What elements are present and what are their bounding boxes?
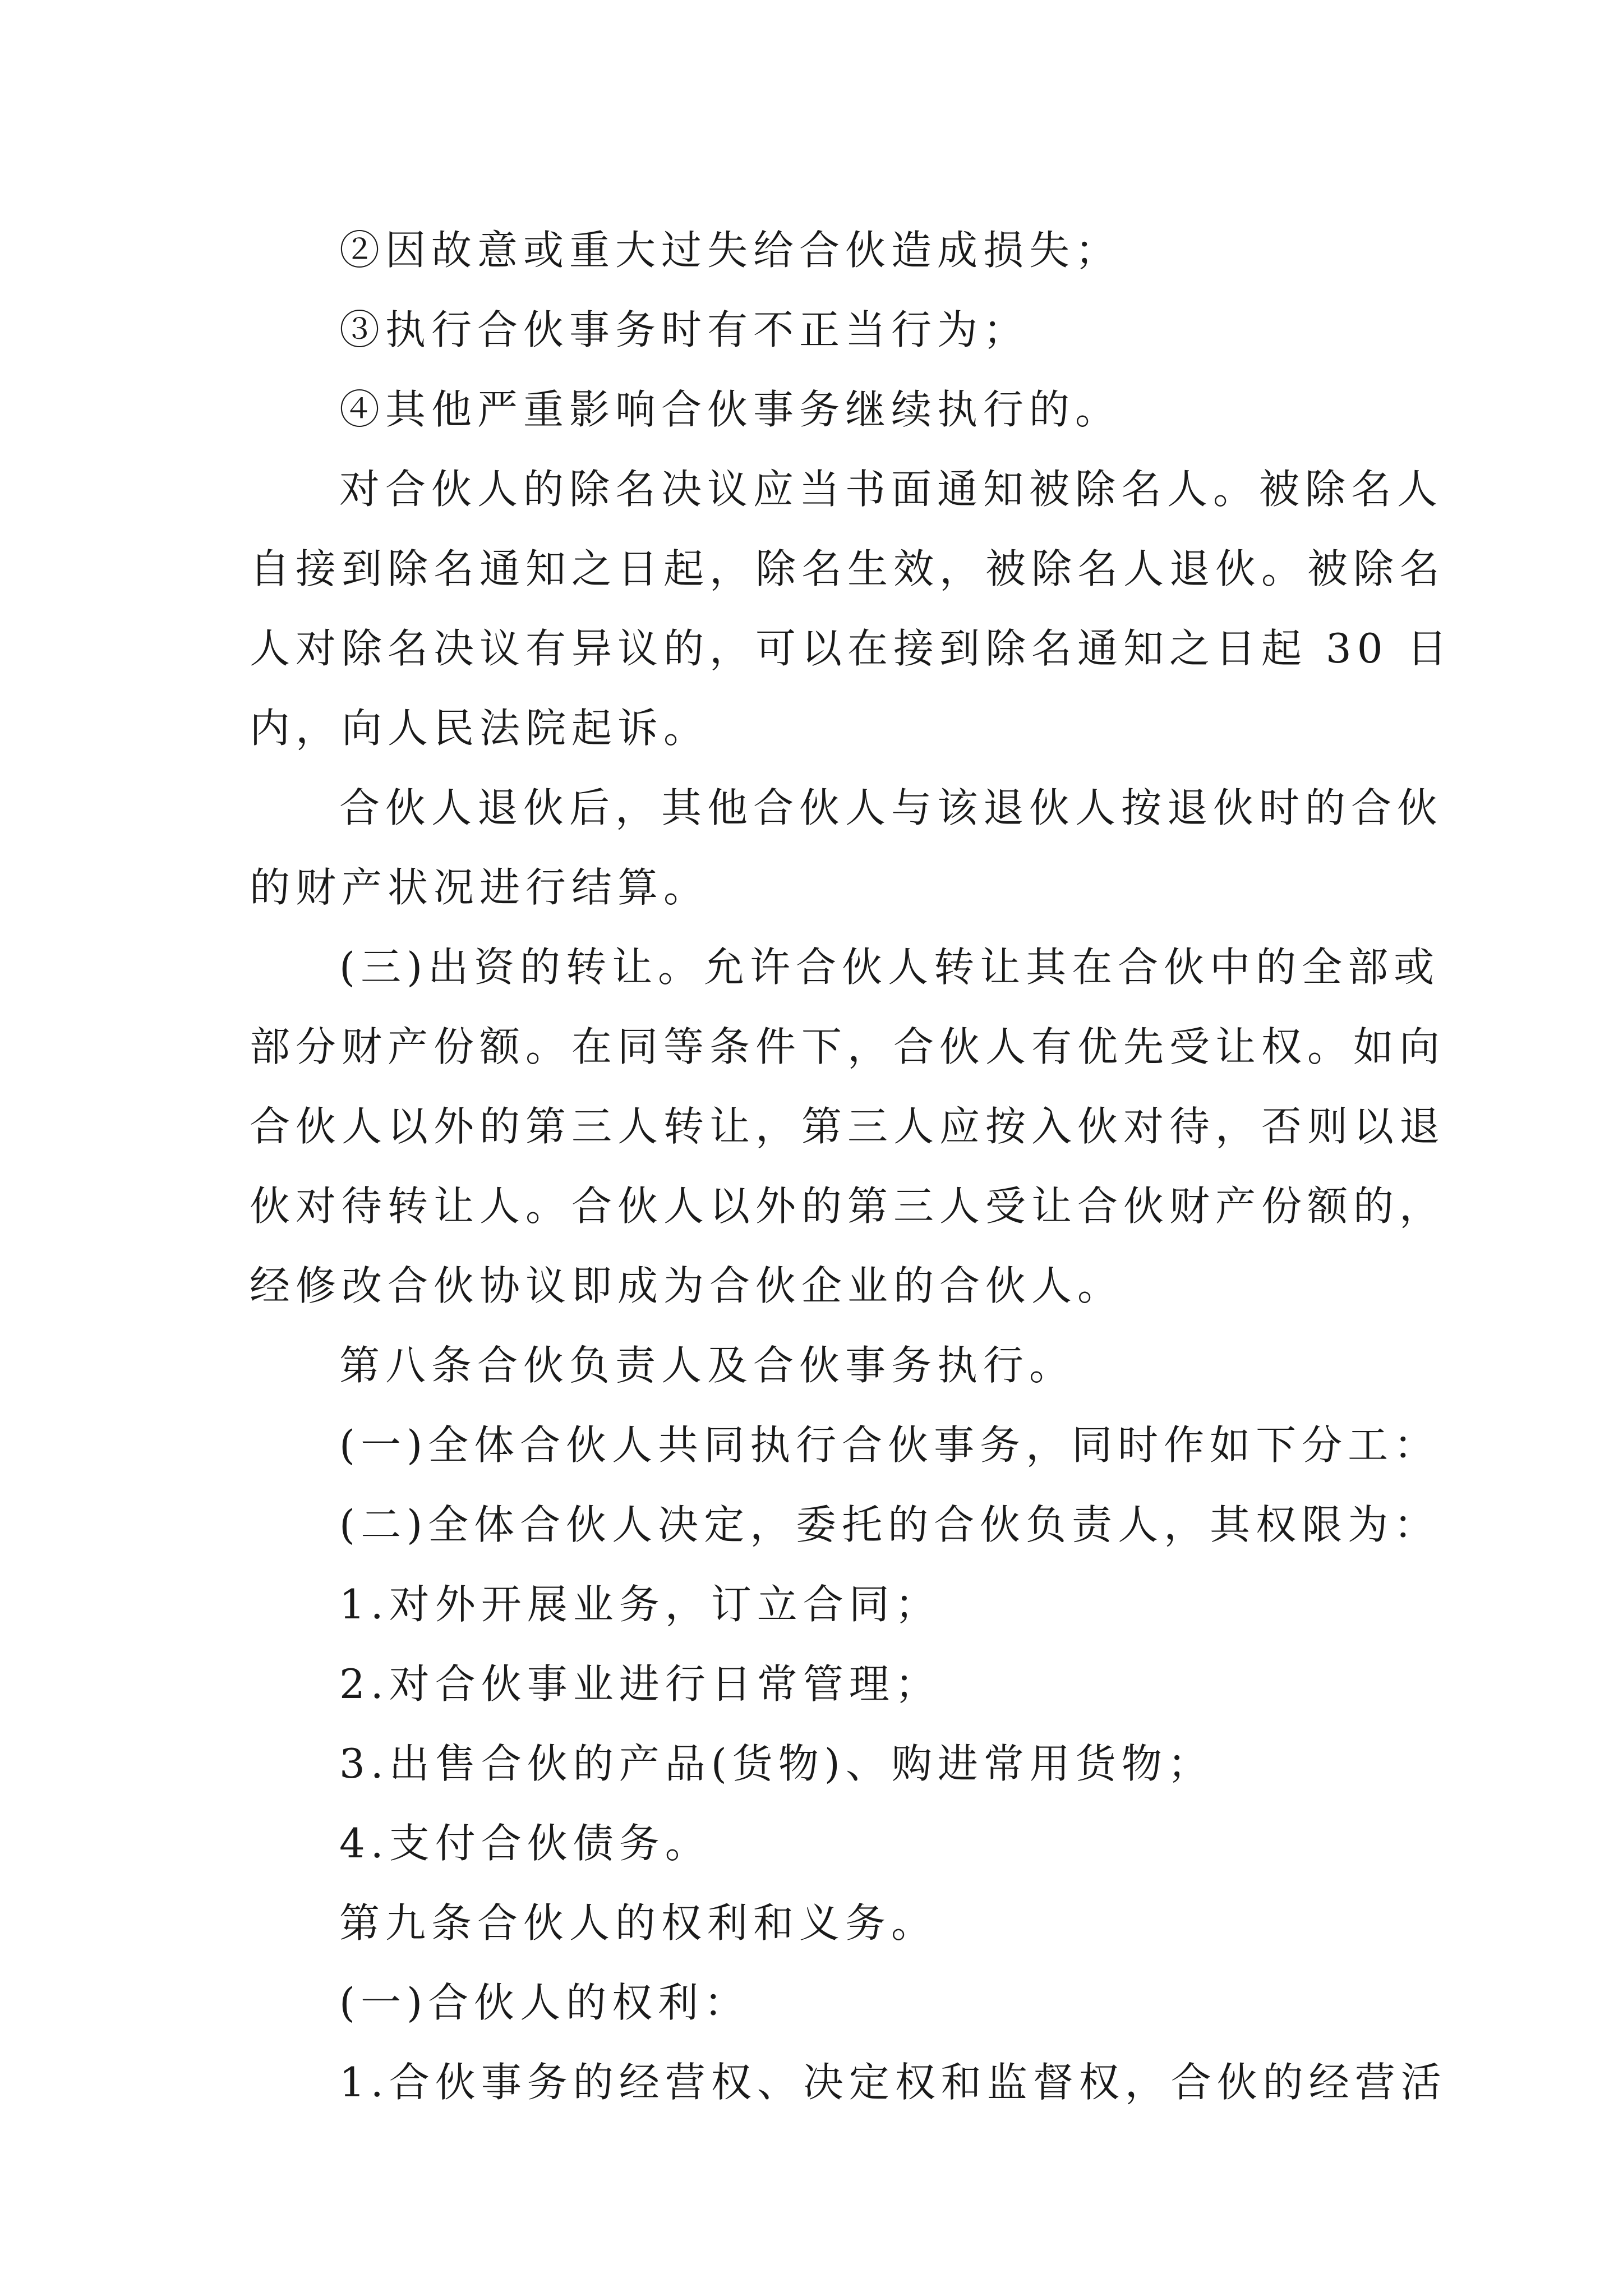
text-line: 经修改合伙协议即成为合伙企业的合伙人。 <box>250 1262 1124 1309</box>
text-line: 合伙人以外的第三人转让，第三人应按入伙对待，否则以退 <box>250 1103 1446 1150</box>
text-line: ②因故意或重大过失给合伙造成损失； <box>339 227 1122 274</box>
text-line: 4.支付合伙债务。 <box>339 1820 711 1867</box>
text-line: 对合伙人的除名决议应当书面通知被除名人。被除名人 <box>339 466 1444 513</box>
text-line: 自接到除名通知之日起，除名生效，被除名人退伙。被除名 <box>250 545 1446 592</box>
text-line: 3.出售合伙的产品(货物)、购进常用货物； <box>339 1740 1214 1787</box>
text-line: (三)出资的转让。允许合伙人转让其在合伙中的全部或 <box>339 944 1440 991</box>
text-line: 第九条合伙人的权利和义务。 <box>339 1899 938 1947</box>
text-line: ③执行合伙事务时有不正当行为； <box>339 306 1030 353</box>
text-line: 1.合伙事务的经营权、决定权和监督权，合伙的经营活 <box>339 2059 1447 2106</box>
text-line: 伙对待转让人。合伙人以外的第三人受让合伙财产份额的， <box>250 1182 1446 1230</box>
document-body <box>250 210 1453 2122</box>
text-line: 1.对外开展业务，订立合同； <box>339 1581 941 1628</box>
text-line: 部分财产份额。在同等条件下，合伙人有优先受让权。如向 <box>250 1023 1446 1070</box>
text-line: (一)全体合伙人共同执行合伙事务，同时作如下分工： <box>339 1421 1440 1469</box>
text-line: 内，向人民法院起诉。 <box>250 705 710 752</box>
text-line: 的财产状况进行结算。 <box>250 864 710 911</box>
text-line: 合伙人退伙后，其他合伙人与该退伙人按退伙时的合伙 <box>339 784 1444 831</box>
text-line: (一)合伙人的权利： <box>339 1979 750 2026</box>
text-line: 2.对合伙事业进行日常管理； <box>339 1660 941 1708</box>
text-line: 第八条合伙负责人及合伙事务执行。 <box>339 1342 1076 1389</box>
text-line: 人对除名决议有异议的，可以在接到除名通知之日起 30 日 <box>250 625 1453 672</box>
text-line: ④其他严重影响合伙事务继续执行的。 <box>339 386 1122 433</box>
text-line: (二)全体合伙人决定，委托的合伙负责人，其权限为： <box>339 1501 1440 1548</box>
